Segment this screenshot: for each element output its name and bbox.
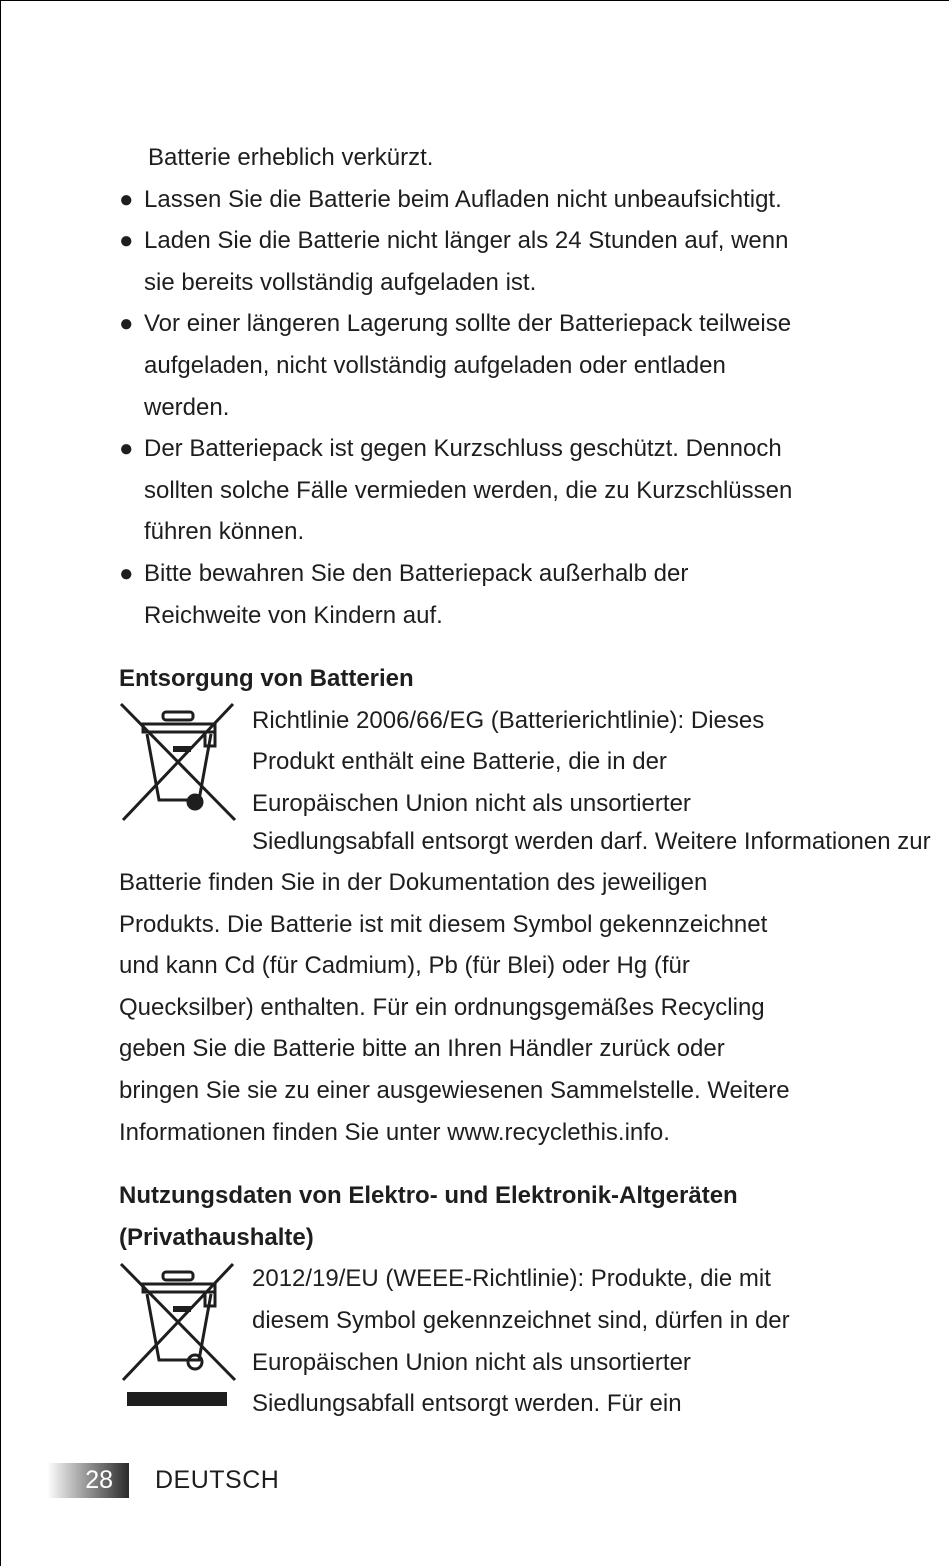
text-line: 2012/19/EU (WEEE-Richtlinie): Produkte, die mit xyxy=(252,1265,771,1293)
list-item xyxy=(119,220,834,303)
text-line: und kann Cd (für Cadmium), Pb (für Blei) oder Hg (für xyxy=(119,952,690,980)
heading-line: Nutzungsdaten von Elektro- und Elektronik-Altgeräten xyxy=(119,1182,738,1210)
bullet-icon: ● xyxy=(119,185,134,213)
text-line: Siedlungsabfall entsorgt werden darf. Weitere Informationen zur xyxy=(252,827,931,855)
battery-body-text xyxy=(119,821,931,1154)
text-line: Europäischen Union nicht als unsortierter xyxy=(252,789,691,817)
list-item-line: werden. xyxy=(144,393,230,421)
list-item xyxy=(119,179,834,221)
list-item-line: aufgeladen, nicht vollständig aufgeladen oder entladen xyxy=(144,351,726,379)
list-item-line: sollten solche Fälle vermieden werden, die zu Kurzschlüssen xyxy=(144,476,793,504)
weee-section xyxy=(119,1258,834,1424)
page-number: 28 xyxy=(85,1466,113,1494)
bullet-icon: ● xyxy=(119,227,134,255)
language-label: DEUTSCH xyxy=(155,1466,280,1494)
list-item-line: Lassen Sie die Batterie beim Aufladen nicht unbeaufsichtigt. xyxy=(144,185,782,213)
text-line: bringen Sie sie zu einer ausgewiesenen Sammelstelle. Weitere xyxy=(119,1077,790,1105)
text-line: Quecksilber) enthalten. Für ein ordnungsgemäßes Recycling xyxy=(119,993,765,1021)
list-item-line: führen können. xyxy=(144,518,305,546)
text-line: geben Sie die Batterie bitte an Ihren Händler zurück oder xyxy=(119,1035,725,1063)
list-item xyxy=(119,428,834,553)
text-line: Produkts. Die Batterie ist mit diesem Symbol gekennzeichnet xyxy=(119,910,768,938)
bullet-icon: ● xyxy=(119,310,134,338)
battery-disposal-section xyxy=(119,700,931,1154)
list-item xyxy=(119,553,834,636)
text-line: Europäischen Union nicht als unsortierter xyxy=(252,1348,691,1376)
list-item-line: Vor einer längeren Lagerung sollte der Batteriepack teilweise xyxy=(144,310,792,338)
list-item-line: Laden Sie die Batterie nicht länger als 24 Stunden auf, wenn xyxy=(144,227,789,255)
text-line: Richtlinie 2006/66/EG (Batterierichtlinie): Dieses xyxy=(252,706,765,734)
list-item-line: Bitte bewahren Sie den Batteriepack außerhalb der xyxy=(144,559,689,587)
page-footer xyxy=(47,1463,279,1498)
bullet-icon: ● xyxy=(119,559,134,587)
list-item-line: Reichweite von Kindern auf. xyxy=(144,601,443,629)
crossed-out-wheelie-bin-with-bar-icon xyxy=(119,1260,239,1410)
list-item-line: sie bereits vollständig aufgeladen ist. xyxy=(144,268,537,296)
text-line: diesem Symbol gekennzeichnet sind, dürfen in der xyxy=(252,1307,790,1335)
text-line: Produkt enthält eine Batterie, die in der xyxy=(252,748,667,776)
intro-line: Batterie erheblich verkürzt. xyxy=(148,144,434,171)
crossed-out-wheelie-bin-icon xyxy=(119,700,239,824)
list-item-line: Der Batteriepack ist gegen Kurzschluss geschützt. Dennoch xyxy=(144,435,782,463)
text-line: Informationen finden Sie unter www.recyclethis.info. xyxy=(119,1118,670,1146)
text-line: Batterie finden Sie in der Dokumentation des jeweiligen xyxy=(119,869,708,897)
text-line: Siedlungsabfall entsorgt werden. Für ein xyxy=(252,1390,682,1418)
bullet-icon: ● xyxy=(119,435,134,463)
weee-heading xyxy=(119,1175,834,1258)
page-number-box xyxy=(47,1463,129,1498)
list-item xyxy=(119,303,834,428)
page-content xyxy=(119,137,931,1425)
battery-disposal-heading: Entsorgung von Batterien xyxy=(119,665,414,693)
battery-safety-list xyxy=(119,179,834,637)
heading-line: (Privathaushalte) xyxy=(119,1223,314,1251)
